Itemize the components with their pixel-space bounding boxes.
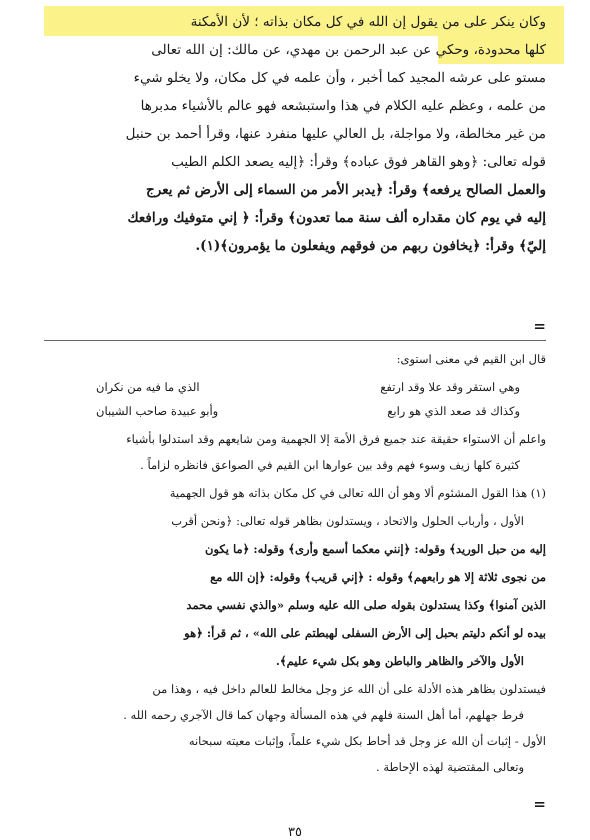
poem-hemistich-left: الذي ما فيه من نكران — [96, 380, 200, 394]
footnote-line: الأول والآخر والظاهر والباطن وهو بكل شيء عليم﴾. — [275, 654, 524, 668]
footnote-line: وتعالى المقتضية لهذه الإحاطة . — [376, 760, 524, 774]
body-line: كلها محدودة، وحكي عن عبد الرحمن بن مهدي، عن مالك: إن الله تعالى — [151, 42, 546, 58]
footnote-line: الأول ، وأرباب الحلول والاتحاد ، ويستدلون بظاهر قوله تعالى: ﴿ونحن أقرب — [171, 514, 524, 528]
footnote-line: الأول - إثبات أن الله عز وجل قد أحاط بكل شيء علماً، وإثبات معيته سبحانه — [188, 734, 546, 748]
body-line: وكان ينكر على من يقول إن الله في كل مكان بذاته ؛ لأن الأمكنة — [190, 14, 546, 30]
footnote-divider — [44, 340, 546, 341]
body-line: قوله تعالى: ﴿وهو القاهر فوق عباده﴾ وقرأ: ﴿إليه يصعد الكلم الطيب — [171, 154, 546, 170]
footnote-line: الذين آمنوا﴾ وكذا يستدلون بقوله صلى الله عليه وسلم «والذي نفسي محمد — [186, 598, 546, 612]
footnote-line: من نجوى ثلاثة إلا هو رابعهم﴾ وقوله : ﴿إني قريب﴾ وقوله: ﴿إن الله مع — [210, 570, 546, 584]
body-line: مستو على عرشه المجيد كما أخبر ، وأن علمه في كل مكان، ولا يخلو شيء — [133, 70, 546, 86]
body-line: إليّ﴾ وقرأ: ﴿يخافون ربهم من فوقهم ويفعلون ما يؤمرون﴾(١). — [195, 238, 546, 254]
footnote-line: (١) هذا القول المشئوم ألا وهو أن الله تعالى في كل مكان بذاته هو قول الجهمية — [169, 486, 546, 500]
poem-hemistich-right: وهي استقر وقد علا وقد ارتفع — [380, 380, 520, 394]
separator-equals-mark: = — [533, 317, 546, 335]
footnote-line: فيستدلون بظاهر هذه الأدلة على أن الله عز وجل مخالط للعالم داخل فيه ، وهذا من — [152, 682, 546, 696]
poem-hemistich-left: وأبو عبيدة صاحب الشيبان — [96, 404, 219, 418]
footnote-line: بيده لو أنكم دليتم بحبل إلى الأرض السفلى لهبطتم على الله» ، ثم قرأ: ﴿هو — [184, 626, 546, 640]
end-equals-mark: = — [533, 795, 546, 813]
footnote-line: واعلم أن الاستواء حقيقة عند جميع فرق الأمة إلا الجهمية ومن شايعهم وقد استدلوا بأشياء — [126, 432, 546, 446]
footnote-line: إليه من حبل الوريد﴾ وقوله: ﴿إنني معكما أسمع وأرى﴾ وقوله: ﴿ما يكون — [205, 542, 546, 556]
poem-hemistich-right: وكذاك قد صعد الذي هو رابع — [387, 404, 520, 418]
body-line: من غير مخالطة، ولا مواجلة، بل العالي عليها منفرد عنها، وقرأ أحمد بن حنبل — [125, 126, 546, 142]
footnote-line: كثيرة كلها زيف وسوء فهم وقد بين عوارها ابن القيم في الصواعق فانظره لزاماً . — [140, 458, 520, 472]
footnote-line: فرط جهلهم، أما أهل السنة فلهم في هذه المسألة وجهان كما قال الآجري رحمه الله . — [123, 708, 524, 722]
footnote-intro: قال ابن القيم في معنى استوى: — [396, 352, 546, 366]
page-number: ٣٥ — [288, 825, 302, 840]
body-line: والعمل الصالح يرفعه﴾ وقرأ: ﴿يدبر الأمر من السماء إلى الأرض ثم يعرج — [146, 182, 546, 198]
body-line: إليه في يوم كان مقداره ألف سنة مما تعدون﴾ وقرأ: ﴿ إني متوفيك ورافعك — [127, 210, 546, 226]
body-line: من علمه ، وعظم عليه الكلام في هذا واستبشعه فهو عالم بالأشياء مدبرها — [140, 98, 546, 114]
